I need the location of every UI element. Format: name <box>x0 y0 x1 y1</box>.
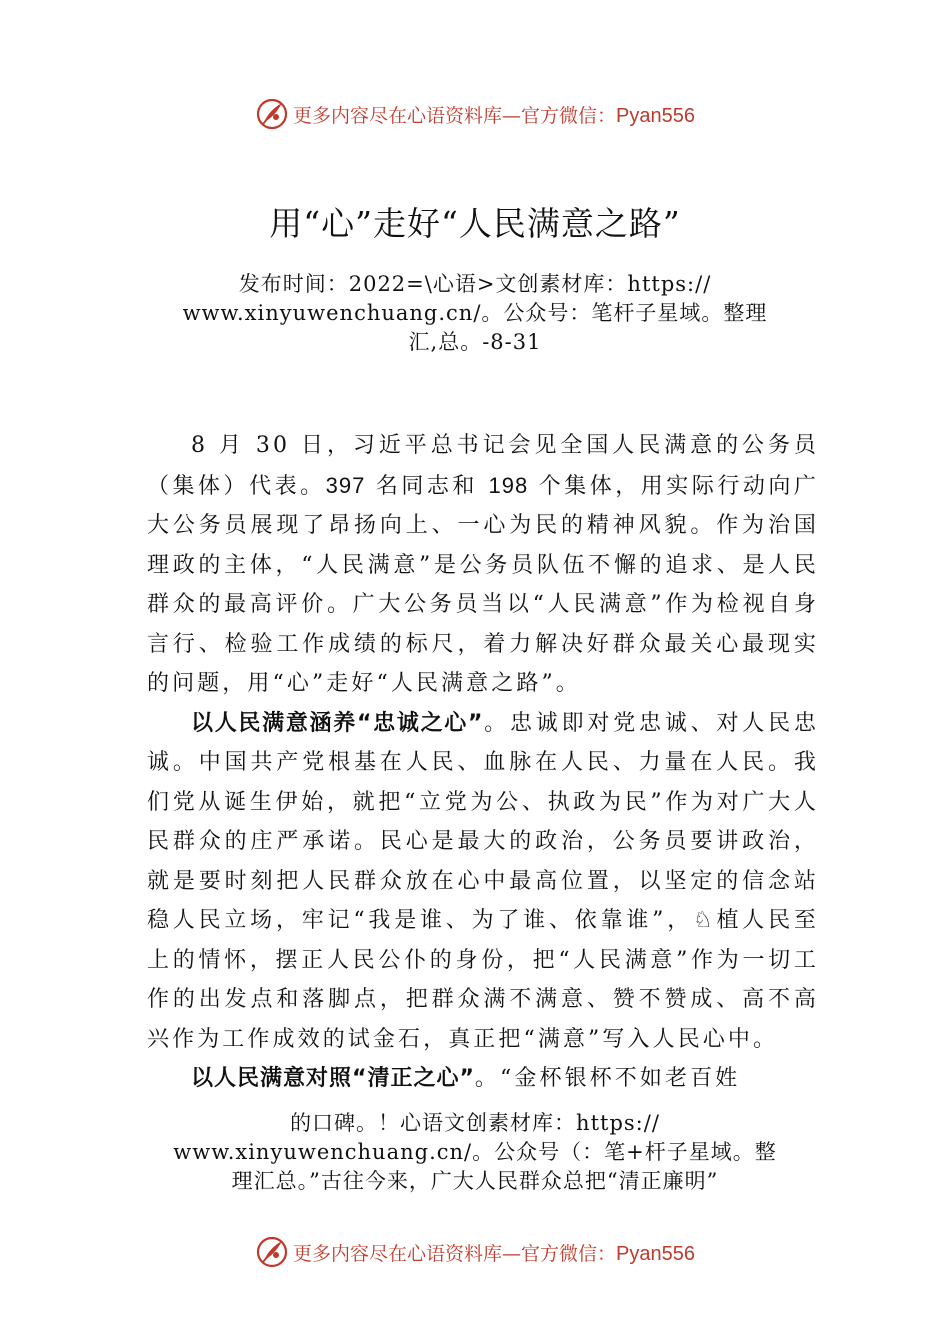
paragraph-intro: 8 月 30 日，习近平总书记会见全国人民满意的公务员（集体）代表。397 名同志和 198 个集体，用实际行动向广大公务员展现了昂扬向上、一心为民的精神风貌。作为治国理政的主体，“人民满意”是公务员队伍不懈的追求、是人民群众的最高评价。广大公务员当以“人民满意”作为检视自身言行、检验工作成绩的标尺，着力解决好群众最关心最现实的问题，用“心”走好“人民满意之路”。 <box>147 433 819 696</box>
wechat-id: Pyan556 <box>616 104 695 127</box>
banner-text: 更多内容尽在心语资料库—官方微信：Pyan556 <box>293 1242 695 1265</box>
paragraph-continuation <box>130 1109 820 1196</box>
article-body <box>147 426 819 1099</box>
quill-seal-icon <box>255 1235 289 1269</box>
paragraph-integrity: 以人民满意对照“清正之心”。“金杯银杯不如老百姓 <box>191 1066 741 1091</box>
section-lead: 以人民满意对照“清正之心” <box>191 1066 475 1091</box>
article-title: 用“心”走好“人民满意之路” <box>269 204 681 243</box>
header-banner <box>0 94 950 134</box>
publish-meta <box>130 270 820 357</box>
paragraph-loyalty: 以人民满意涵养“忠诚之心”。忠诚即对党忠诚、对人民忠诚。中国共产党根基在人民、血脉在人民、力量在人民。我们党从诞生伊始，就把“立党为公、执政为民”作为对广大人民群众的庄严承诺。民心是最大的政治，公务员要讲政治，就是要时刻把人民群众放在心中最高位置，以坚定的信念站稳人民立场，牢记“我是谁、为了谁、依靠谁”，♘植人民至上的情怀，摆正人民公仆的身份，把“人民满意”作为一切工作的出发点和落脚点，把群众满不满意、赞不赞成、高不高兴作为工作成效的试金石，真正把“满意”写入人民心中。 <box>147 710 819 1052</box>
tail-line: 理汇总。”古往今来，广大人民群众总把“清正廉明” <box>231 1169 719 1193</box>
section-lead: 以人民满意涵养“忠诚之心” <box>191 710 484 736</box>
meta-line: 汇,总。-8-31 <box>408 330 542 354</box>
tail-line: www.xinyuwenchuang.cn/。公众号（：笔+杆子星域。整 <box>173 1140 777 1164</box>
tail-line: 的口碑。！心语文创素材库：https:// <box>290 1111 660 1135</box>
banner-text: 更多内容尽在心语资料库—官方微信：Pyan556 <box>293 104 695 127</box>
meta-line: www.xinyuwenchuang.cn/。公众号：笔杆子星域。整理 <box>182 301 768 325</box>
footer-banner <box>0 1232 950 1272</box>
wechat-id: Pyan556 <box>616 1242 695 1265</box>
meta-line: 发布时间：2022=\心语>文创素材库：https:// <box>238 272 712 296</box>
quill-seal-icon <box>255 97 289 131</box>
